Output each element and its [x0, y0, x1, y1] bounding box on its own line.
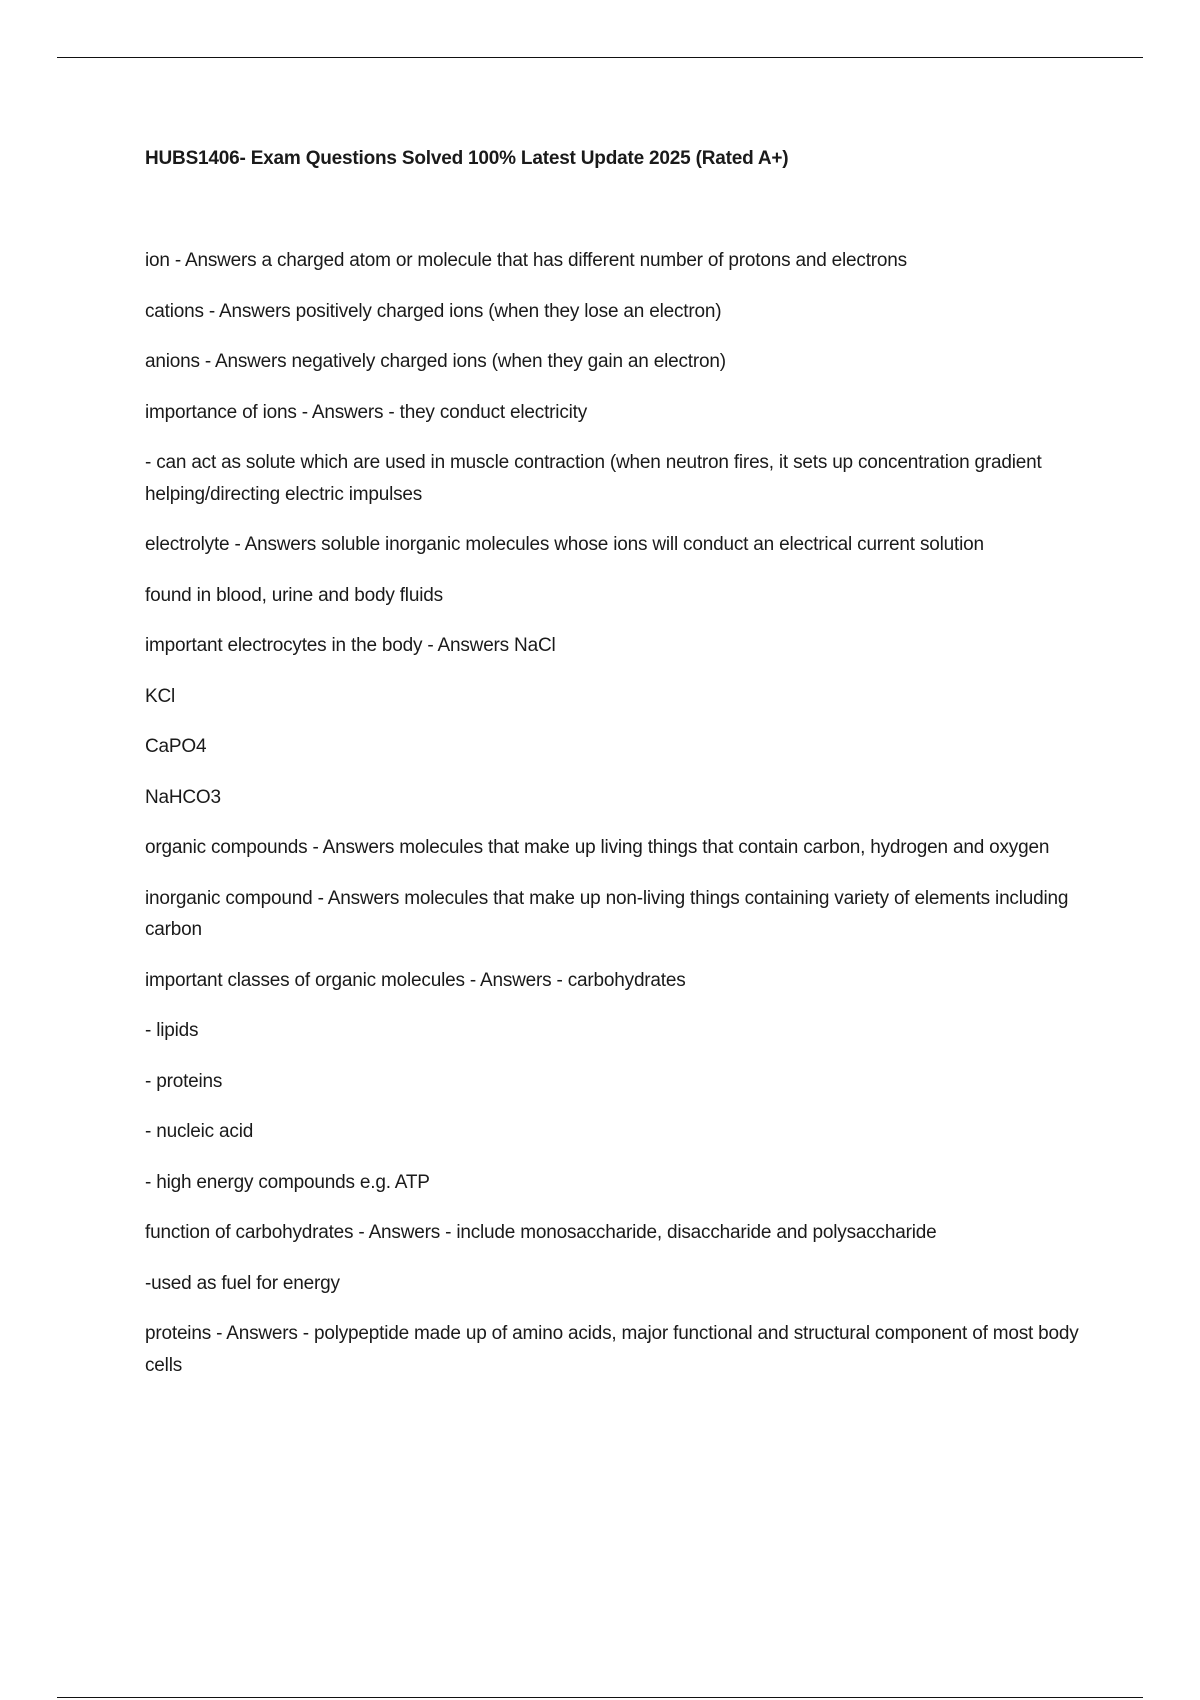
qa-line: inorganic compound - Answers molecules that make up non-living things containing variety of elements including carbon: [145, 887, 1069, 940]
qa-line: importance of ions - Answers - they conduct electricity: [145, 401, 588, 423]
qa-line: organic compounds - Answers molecules that make up living things that contain carbon, hydrogen and oxygen: [145, 837, 1050, 858]
qa-line: - high energy compounds e.g. ATP: [145, 1171, 430, 1193]
qa-line: found in blood, urine and body fluids: [145, 584, 443, 606]
qa-line: ion - Answers a charged atom or molecule that has different number of protons and electrons: [145, 250, 907, 271]
document-body: [145, 145, 1085, 1400]
qa-line: important classes of organic molecules - Answers - carbohydrates: [145, 969, 686, 991]
qa-line: anions - Answers negatively charged ions (when they gain an electron): [145, 351, 726, 372]
qa-line: electrolyte - Answers soluble inorganic molecules whose ions will conduct an electrical current solution: [145, 534, 984, 555]
qa-line: NaHCO3: [145, 786, 221, 808]
qa-line: important electrocytes in the body - Answers NaCl: [145, 635, 556, 656]
qa-line: -used as fuel for energy: [145, 1272, 340, 1294]
qa-line: cations - Answers positively charged ions (when they lose an electron): [145, 300, 722, 322]
qa-line: KCl: [145, 685, 176, 707]
footer-rule: [57, 1697, 1143, 1698]
qa-line: CaPO4: [145, 736, 207, 757]
document-title: HUBS1406- Exam Questions Solved 100% Latest Update 2025 (Rated A+): [145, 148, 789, 169]
qa-line: - proteins: [145, 1070, 223, 1092]
qa-line: - can act as solute which are used in muscle contraction (when neutron fires, it sets up concentration gradient helping/directing electric impulses: [145, 452, 1042, 505]
qa-line: function of carbohydrates - Answers - include monosaccharide, disaccharide and polysaccharide: [145, 1222, 937, 1243]
qa-line: - lipids: [145, 1020, 199, 1041]
qa-line: proteins - Answers - polypeptide made up of amino acids, major functional and structural component of most body cells: [145, 1323, 1079, 1376]
header-rule: [57, 57, 1143, 58]
qa-line: - nucleic acid: [145, 1121, 254, 1142]
